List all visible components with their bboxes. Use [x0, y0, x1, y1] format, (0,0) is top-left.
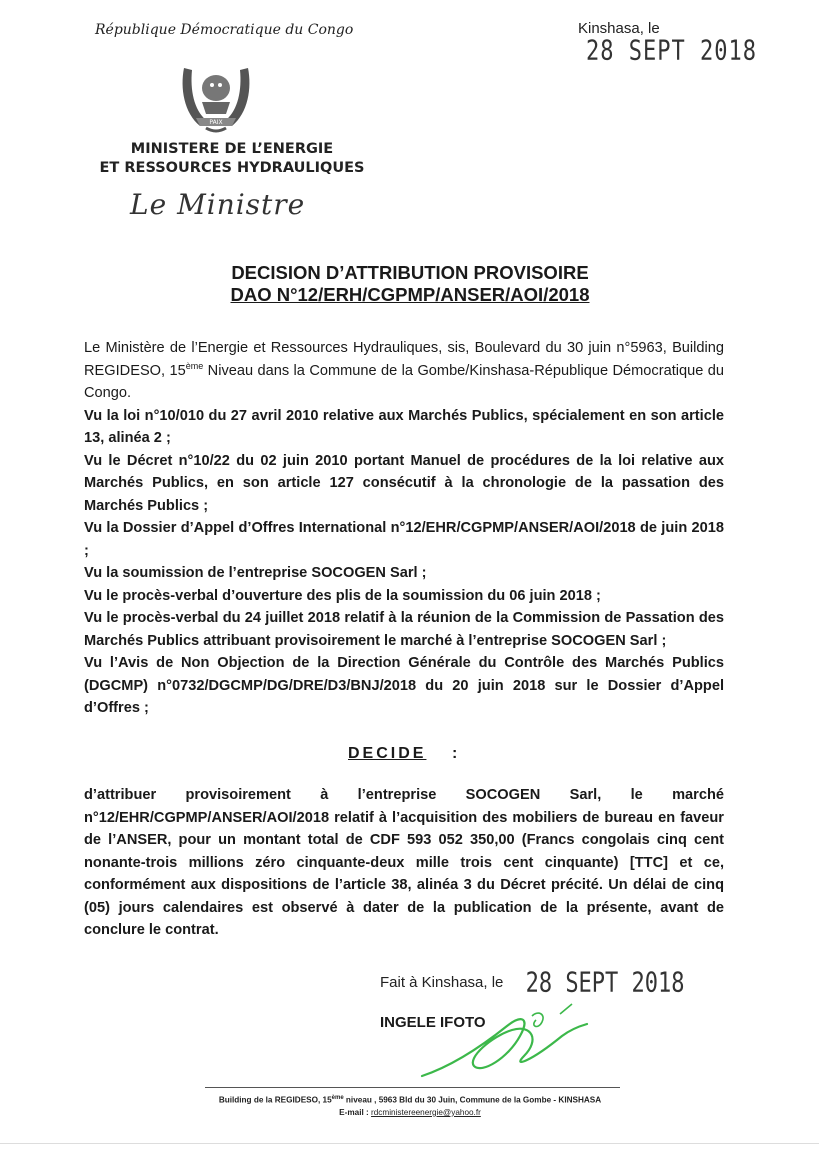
consideration-item: Vu le procès-verbal d’ouverture des plis de la soumission du 06 juin 2018 ; — [84, 587, 601, 604]
title-reference: DAO N°12/ERH/CGPMP/ANSER/AOI/2018 — [230, 284, 590, 305]
header-place: Kinshasa, le — [578, 20, 660, 37]
signatory-name: INGELE IFOTO — [380, 1014, 486, 1031]
intro-part-2: Niveau dans la Commune de la Gombe/Kinshasa-République Démocratique du Congo. — [84, 362, 724, 401]
consideration-item: Vu le Décret n°10/22 du 02 juin 2010 portant Manuel de procédures de la loi relative aux Marchés Publics, en son article 127 consécutif à la chronologie de la passation des Marchés Publics ; — [84, 452, 724, 514]
intro-sup: ème — [185, 360, 204, 371]
footer-line-2 — [150, 1107, 670, 1119]
signature-icon — [412, 996, 592, 1086]
footer-sup: ème — [331, 1095, 344, 1101]
footer-line-1 — [150, 1092, 670, 1107]
title-line-1: DECISION D’ATTRIBUTION PROVISOIRE — [231, 262, 589, 283]
consideration-item: Vu l’Avis de Non Objection de la Direction Générale du Contrôle des Marchés Publics (DGCMP) n°0732/DGCMP/DG/DRE/D3/BNJ/2018 du 20 juin 2018 sur le Dossier d’Appel d’Offres ; — [84, 655, 724, 716]
footer-part-1: Building de la REGIDESO, 15 — [218, 1095, 332, 1105]
intro-paragraph — [84, 337, 724, 405]
consideration-item: Vu le procès-verbal du 24 juillet 2018 relatif à la réunion de la Commission de Passation des Marchés Publics attribuant provisoirement le marché à l’entreprise SOCOGEN Sarl ; — [84, 610, 724, 649]
decide-heading: DECIDE — [348, 745, 427, 762]
footer-divider — [205, 1087, 620, 1088]
decide-colon: : — [452, 745, 458, 762]
republic-heading: République Démocratique du Congo — [95, 22, 354, 38]
coat-of-arms-icon — [176, 58, 256, 136]
consideration-item: Vu la soumission de l’entreprise SOCOGEN Sarl ; — [84, 565, 427, 581]
ministry-name — [82, 140, 382, 178]
footer-part-2: niveau , 5963 Bld du 30 Juin, Commune de la Gombe - KINSHASA — [343, 1095, 602, 1105]
footer-email-label: E-mail : — [339, 1107, 369, 1117]
closing-date-stamp: 28 SEPT 2018 — [525, 967, 685, 1000]
header-date-stamp: 28 SEPT 2018 — [586, 35, 757, 68]
consideration-item: Vu la Dossier d’Appel d’Offres International n°12/EHR/CGPMP/ANSER/AOI/2018 de juin 2018 ; — [84, 520, 724, 559]
document-title — [100, 262, 720, 306]
minister-title: Le Ministre — [130, 188, 306, 221]
closing-date — [380, 967, 685, 1000]
intro-part-1: Le Ministère de l’Energie et Ressources Hydrauliques, sis, Boulevard du 30 juin n°5963, Building REGIDESO, 15 — [84, 340, 724, 379]
ministry-line-1: MINISTERE DE L’ENERGIE — [130, 141, 334, 157]
header-date — [578, 20, 819, 68]
emblem-banner: PAIX — [209, 119, 223, 126]
footer-address — [150, 1092, 670, 1119]
decision-paragraph: d’attribuer provisoirement à l’entreprise SOCOGEN Sarl, le marché n°12/EHR/CGPMP/ANSER/AOI/2018 relatif à l’acquisition des mobiliers de bureau en faveur de l’ANSER, pour un montant total de CDF 593 052 350,00 (Francs congolais cinq cent nonante-trois millions zéro cinquante-deux mille trois cent cinquante) [TTC] et ce, conformément aux dispositions de l’article 38, alinéa 3 du Décret précité. Un délai de cinq (05) jours calendaires est observé à dater de la publication de la présente, avant de conclure le contrat. — [84, 787, 724, 938]
closing-place: Fait à Kinshasa, le — [380, 974, 504, 991]
scan-edge — [0, 1143, 819, 1144]
consideration-item: Vu la loi n°10/010 du 27 avril 2010 relative aux Marchés Publics, spécialement en son article 13, alinéa 2 ; — [84, 407, 724, 446]
ministry-line-2: ET RESSOURCES HYDRAULIQUES — [99, 160, 365, 176]
footer-email-link[interactable]: rdcministereenergie@yahoo.fr — [371, 1107, 481, 1117]
document-body — [84, 337, 724, 720]
